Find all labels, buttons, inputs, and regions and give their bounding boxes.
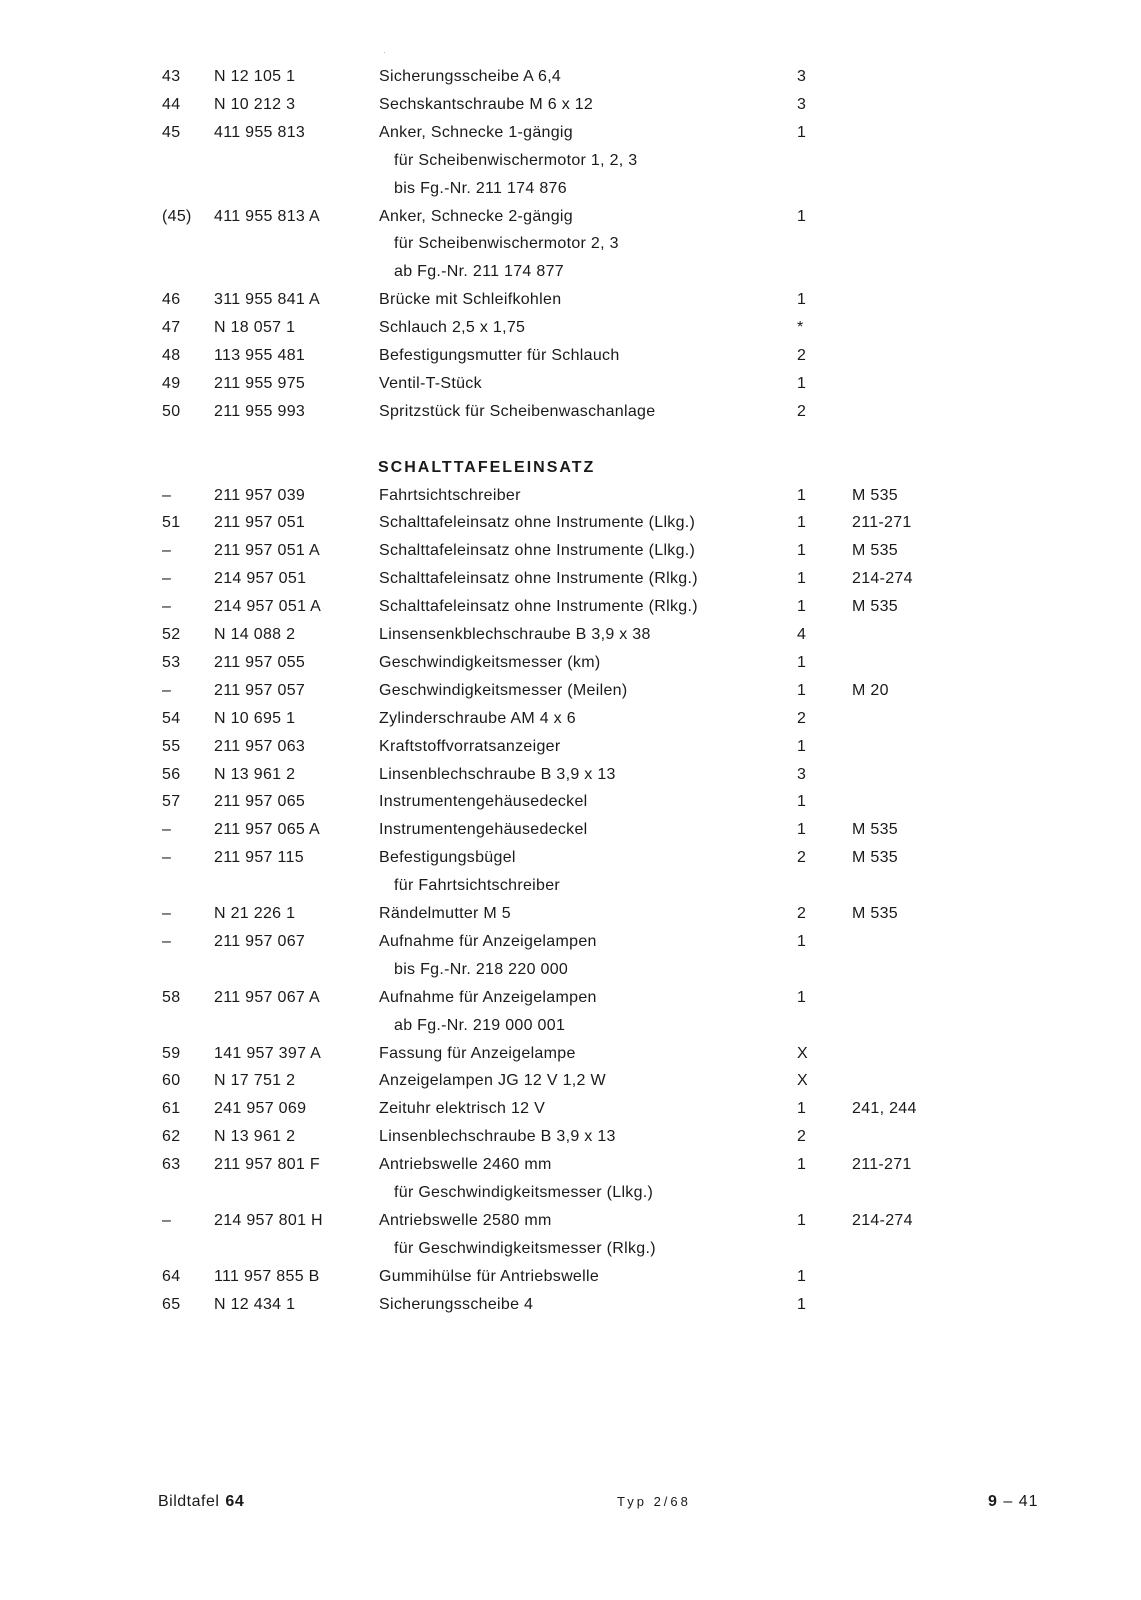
footer-page-section: 9 (988, 1493, 998, 1510)
part-description: Sechskantschraube M 6 x 12 (379, 95, 594, 113)
parts-row (0, 314, 1141, 342)
part-description: Gummihülse für Antriebswelle (379, 1267, 600, 1285)
quantity: 1 (797, 1156, 807, 1174)
part-number: N 10 695 1 (214, 709, 296, 727)
part-description-continuation: für Scheibenwischermotor 1, 2, 3 (394, 151, 638, 169)
item-number: – (162, 570, 172, 588)
footer-plate (158, 1489, 244, 1515)
quantity: 1 (797, 486, 807, 504)
parts-row (0, 537, 1141, 565)
part-number: N 13 961 2 (214, 1128, 296, 1146)
item-number: 47 (162, 319, 181, 337)
parts-row (0, 1067, 1141, 1095)
item-number: 65 (162, 1295, 181, 1313)
footer-plate-number: 64 (225, 1493, 245, 1510)
quantity: 2 (797, 1128, 807, 1146)
part-number: 214 957 801 H (214, 1211, 323, 1229)
part-number: 411 955 813 A (214, 207, 320, 225)
quantity: 4 (797, 626, 807, 643)
part-description: Geschwindigkeitsmesser (km) (379, 653, 601, 671)
parts-row (0, 1095, 1141, 1123)
quantity: 1 (797, 1211, 807, 1229)
remark: M 535 (852, 905, 898, 922)
parts-row (0, 565, 1141, 593)
item-number: 48 (162, 347, 181, 364)
quantity: 2 (797, 849, 807, 867)
parts-row (0, 398, 1141, 426)
parts-row (0, 761, 1141, 789)
item-number: 49 (162, 374, 181, 392)
parts-row (0, 1207, 1141, 1235)
part-description: Ventil-T-Stück (379, 374, 482, 392)
part-description: Anker, Schnecke 1-gängig (379, 123, 573, 141)
quantity: 1 (797, 1267, 807, 1285)
part-description-continuation: ab Fg.-Nr. 219 000 001 (394, 1016, 566, 1034)
item-number: 51 (162, 514, 181, 532)
part-number: 211 957 063 (214, 737, 306, 755)
part-number: 211 957 065 (214, 793, 306, 811)
part-description-continuation: bis Fg.-Nr. 218 220 000 (394, 960, 569, 978)
parts-row (0, 1291, 1141, 1319)
remark: M 535 (852, 598, 898, 616)
part-number: N 18 057 1 (214, 319, 296, 337)
part-number: 211 957 039 (214, 486, 306, 504)
parts-row (0, 705, 1141, 733)
item-number: 54 (162, 709, 181, 727)
part-number: N 10 212 3 (214, 95, 296, 113)
quantity: 1 (797, 1295, 807, 1313)
part-description: Brücke mit Schleifkohlen (379, 291, 562, 309)
part-description-continuation: für Geschwindigkeitsmesser (Rlkg.) (394, 1239, 656, 1257)
item-number: 61 (162, 1100, 181, 1118)
part-number: 211 957 801 F (214, 1156, 320, 1174)
parts-row (0, 370, 1141, 398)
part-number: 211 957 051 A (214, 542, 320, 560)
remark: 214-274 (852, 1211, 913, 1229)
quantity: 1 (797, 291, 807, 309)
part-description: Instrumentengehäusedeckel (379, 793, 588, 811)
parts-row-continuation (0, 1012, 1141, 1040)
part-number: 211 957 055 (214, 653, 306, 671)
item-number: 64 (162, 1267, 181, 1285)
parts-row (0, 1123, 1141, 1151)
parts-row (0, 844, 1141, 872)
parts-row-continuation (0, 956, 1141, 984)
remark: M 535 (852, 486, 898, 504)
part-description: Schalttafeleinsatz ohne Instrumente (Rlkg.) (379, 598, 698, 616)
part-number: N 21 226 1 (214, 905, 296, 922)
part-description: Sicherungsscheibe 4 (379, 1295, 534, 1313)
part-description: Kraftstoffvorratsanzeiger (379, 737, 561, 755)
quantity: 1 (797, 374, 807, 392)
part-description: Linsenblechschraube B 3,9 x 13 (379, 765, 616, 783)
parts-row (0, 816, 1141, 844)
item-number: 45 (162, 123, 181, 141)
part-number: 411 955 813 (214, 123, 306, 141)
item-number: 52 (162, 626, 181, 643)
part-number: N 13 961 2 (214, 765, 296, 783)
item-number: 63 (162, 1156, 181, 1174)
parts-row (0, 286, 1141, 314)
part-description: Fassung für Anzeigelampe (379, 1044, 576, 1062)
quantity: 1 (797, 514, 807, 532)
parts-row (0, 91, 1141, 119)
part-number: 211 957 067 A (214, 988, 320, 1006)
footer-page-separator: – (1003, 1493, 1014, 1510)
parts-row (0, 593, 1141, 621)
part-description: Aufnahme für Anzeigelampen (379, 932, 597, 950)
part-description: Rändelmutter M 5 (379, 905, 511, 922)
item-number: 59 (162, 1044, 181, 1062)
part-number: N 12 434 1 (214, 1295, 296, 1313)
item-number: – (162, 1211, 172, 1229)
part-description: Linsenblechschraube B 3,9 x 13 (379, 1128, 616, 1146)
part-description: Linsensenkblechschraube B 3,9 x 38 (379, 626, 651, 643)
part-description-continuation: für Geschwindigkeitsmesser (Llkg.) (394, 1184, 654, 1201)
remark: M 535 (852, 849, 898, 867)
part-number: N 14 088 2 (214, 626, 296, 643)
parts-row-continuation (0, 175, 1141, 203)
footer-type: Typ 2/68 (617, 1494, 691, 1509)
quantity: X (797, 1044, 808, 1062)
quantity: 1 (797, 1100, 807, 1118)
parts-row-continuation (0, 147, 1141, 175)
remark: 214-274 (852, 570, 913, 588)
remark: M 535 (852, 542, 898, 560)
part-number: 214 957 051 (214, 570, 307, 588)
parts-row-continuation (0, 1235, 1141, 1263)
part-number: 211 957 115 (214, 849, 304, 867)
remark: 211-271 (852, 1156, 912, 1174)
parts-row (0, 119, 1141, 147)
part-description: Schalttafeleinsatz ohne Instrumente (Llkg.) (379, 542, 696, 560)
quantity: 1 (797, 598, 807, 616)
part-number: 211 957 051 (214, 514, 306, 532)
part-number: 211 957 067 (214, 932, 306, 950)
quantity: 2 (797, 709, 807, 727)
item-number: – (162, 681, 172, 699)
item-number: (45) (162, 207, 192, 225)
footer-page: 41 (1018, 1493, 1039, 1510)
item-number: 50 (162, 402, 181, 420)
quantity: 2 (797, 402, 807, 420)
part-description: Schlauch 2,5 x 1,75 (379, 319, 526, 337)
quantity: 1 (797, 653, 807, 671)
item-number: 62 (162, 1128, 181, 1146)
quantity: 1 (797, 570, 807, 588)
part-description: Anker, Schnecke 2-gängig (379, 207, 573, 225)
parts-row (0, 342, 1141, 370)
part-description: Antriebswelle 2580 mm (379, 1211, 552, 1229)
part-number: 113 955 481 (214, 347, 306, 364)
item-number: 55 (162, 737, 181, 755)
item-number: – (162, 598, 172, 616)
quantity: 1 (797, 681, 807, 699)
item-number: – (162, 821, 172, 839)
quantity: 1 (797, 793, 807, 811)
quantity: 1 (797, 932, 807, 950)
item-number: 56 (162, 765, 181, 783)
quantity: 1 (797, 542, 807, 560)
item-number: 60 (162, 1072, 181, 1090)
part-description: Zeituhr elektrisch 12 V (379, 1100, 546, 1118)
part-number: 214 957 051 A (214, 598, 322, 616)
parts-row (0, 63, 1141, 91)
quantity: 1 (797, 123, 807, 141)
part-number: 211 955 975 (214, 374, 306, 392)
parts-row (0, 649, 1141, 677)
part-number: 141 957 397 A (214, 1044, 322, 1062)
quantity: 2 (797, 905, 807, 922)
parts-row (0, 677, 1141, 705)
part-description: Befestigungsmutter für Schlauch (379, 347, 620, 364)
part-number: N 12 105 1 (214, 68, 296, 85)
part-description: Antriebswelle 2460 mm (379, 1156, 552, 1174)
quantity: 1 (797, 821, 807, 839)
parts-row (0, 788, 1141, 816)
item-number: 44 (162, 95, 181, 113)
parts-row-continuation (0, 872, 1141, 900)
item-number: 57 (162, 793, 181, 811)
part-description: Befestigungsbügel (379, 849, 516, 867)
quantity: 1 (797, 207, 807, 225)
parts-row-continuation (0, 258, 1141, 286)
part-number: 241 957 069 (214, 1100, 307, 1118)
part-description: Fahrtsichtschreiber (379, 486, 521, 504)
part-number: N 17 751 2 (214, 1072, 296, 1090)
part-description: Zylinderschraube AM 4 x 6 (379, 709, 576, 727)
quantity: 2 (797, 347, 807, 364)
quantity: 3 (797, 68, 807, 85)
parts-row (0, 1263, 1141, 1291)
part-number: 211 957 065 A (214, 821, 320, 839)
parts-row (0, 928, 1141, 956)
part-description: Spritzstück für Scheibenwaschanlage (379, 402, 656, 420)
quantity: 1 (797, 737, 807, 755)
item-number: – (162, 542, 172, 560)
part-description: Geschwindigkeitsmesser (Meilen) (379, 681, 628, 699)
parts-row (0, 733, 1141, 761)
remark: M 20 (852, 681, 889, 699)
quantity: X (797, 1072, 808, 1090)
quantity: 3 (797, 95, 807, 113)
section-heading: SCHALTTAFELEINSATZ (378, 458, 596, 476)
parts-row (0, 509, 1141, 537)
parts-row (0, 621, 1141, 649)
part-description-continuation: bis Fg.-Nr. 211 174 876 (394, 179, 567, 197)
item-number: – (162, 849, 172, 867)
item-number: 46 (162, 291, 181, 309)
scan-speck (384, 52, 385, 53)
part-description: Schalttafeleinsatz ohne Instrumente (Llkg.) (379, 514, 696, 532)
item-number: – (162, 932, 172, 950)
part-description: Sicherungsscheibe A 6,4 (379, 68, 562, 85)
part-number: 211 955 993 (214, 402, 306, 420)
part-description: Anzeigelampen JG 12 V 1,2 W (379, 1072, 606, 1090)
part-description-continuation: für Fahrtsichtschreiber (394, 877, 561, 895)
footer-page-number (988, 1489, 1039, 1515)
item-number: 58 (162, 988, 181, 1006)
remark: 211-271 (852, 514, 912, 532)
item-number: 43 (162, 68, 181, 85)
item-number: – (162, 905, 172, 922)
parts-row (0, 900, 1141, 928)
remark: 241, 244 (852, 1100, 917, 1118)
parts-row (0, 1151, 1141, 1179)
part-description: Aufnahme für Anzeigelampen (379, 988, 597, 1006)
part-number: 211 957 057 (214, 681, 306, 699)
part-number: 311 955 841 A (214, 291, 320, 309)
part-description: Instrumentengehäusedeckel (379, 821, 588, 839)
parts-row (0, 482, 1141, 510)
parts-row (0, 1040, 1141, 1068)
quantity: 1 (797, 988, 807, 1006)
part-description: Schalttafeleinsatz ohne Instrumente (Rlkg.) (379, 570, 698, 588)
parts-row-continuation (0, 1179, 1141, 1207)
quantity: * (797, 319, 804, 337)
parts-row (0, 203, 1141, 231)
remark: M 535 (852, 821, 898, 839)
parts-row-continuation (0, 230, 1141, 258)
item-number: 53 (162, 653, 181, 671)
item-number: – (162, 486, 172, 504)
footer-plate-label: Bildtafel (158, 1493, 220, 1510)
part-number: 111 957 855 B (214, 1267, 320, 1285)
part-description-continuation: ab Fg.-Nr. 211 174 877 (394, 263, 564, 281)
parts-row (0, 984, 1141, 1012)
quantity: 3 (797, 765, 807, 783)
part-description-continuation: für Scheibenwischermotor 2, 3 (394, 235, 619, 253)
